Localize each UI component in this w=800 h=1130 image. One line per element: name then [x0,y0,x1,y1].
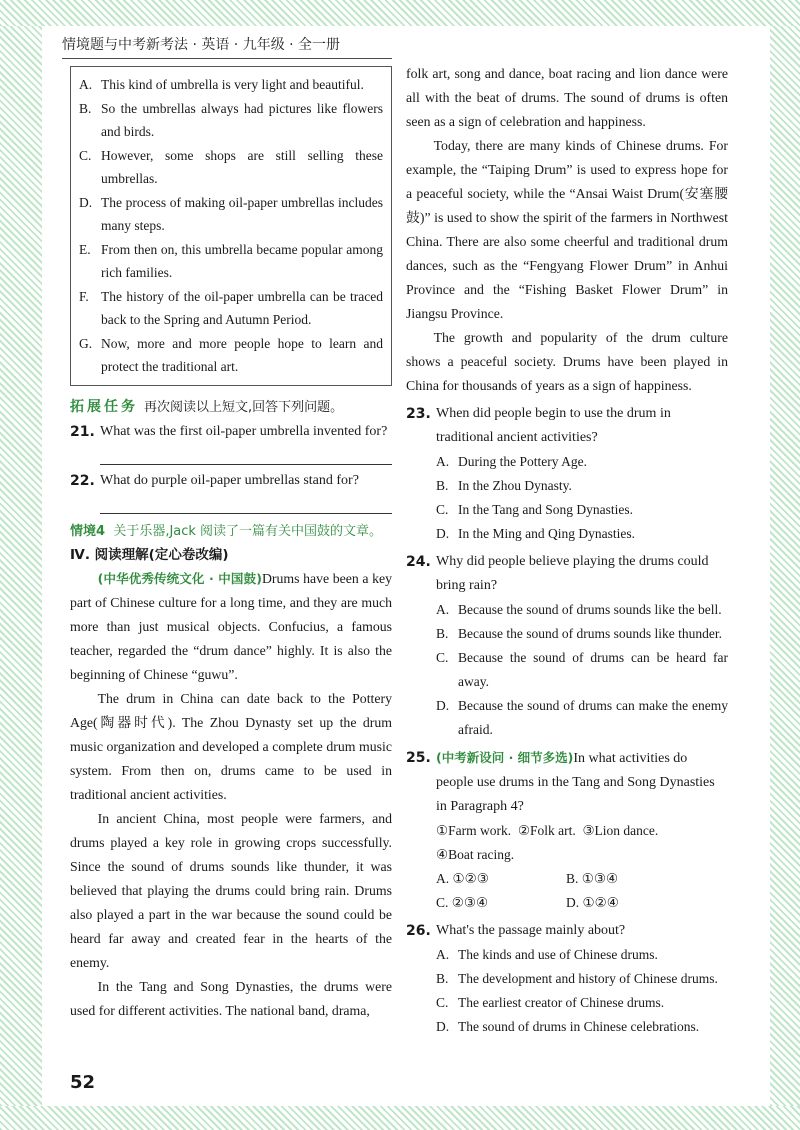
choice-letter: D. [566,895,580,910]
choice-letter: A. [436,602,450,617]
option-c [79,144,383,191]
choice-letter: C. [436,650,449,665]
option-e [79,238,383,285]
choice-letter: C. [436,502,449,517]
option-f [79,285,383,332]
source-tag: (中华优秀传统文化 · 中国鼓) [97,570,262,586]
question-number: 22. [70,472,95,489]
page-border-left [0,26,42,1106]
left-column [70,62,392,1023]
choice-letter: A. [436,454,450,469]
passage-paragraph-6: The growth and popularity of the drum culture shows a peaceful society. Drums have been played in China for thousands of years as a sign of happiness. [406,330,728,393]
choice-23-b[interactable] [406,474,728,498]
paragraph-text: Drums have been a key part of Chinese culture for a long time, and they are much more than just musical objects. Confucius, a famous teacher, regarded the “drum dance” highly. It is also the beginning of Chinese “guwu”. [70,570,392,682]
choice-24-b[interactable] [406,622,728,646]
choice-24-a[interactable] [406,598,728,622]
question-21 [70,420,392,444]
question-text: What was the first oil-paper umbrella invented for? [100,423,388,439]
choice-text: Because the sound of drums sounds like thunder. [458,626,722,641]
choices-25-row-1 [406,867,728,891]
choice-text: The earliest creator of Chinese drums. [458,995,665,1010]
task-tag: 拓展任务 [70,398,138,415]
passage-paragraph-4-end: folk art, song and dance, boat racing and lion dance were all with the beat of drums. The sound of drums is often seen as a sign of celebration and happiness. [406,66,728,129]
extension-task [70,396,392,416]
question-number: 26. [406,923,431,939]
passage-paragraph-3: In ancient China, most people were farmers, and drums played a key role in growing crops successfully. Since the sound of drums sounds like thunder, it was believed that playing the drums could bring rain. Drums also played a part in the war because the sound could be heard far away and created fear in the hearts of the enemy. [70,810,392,970]
option-text: This kind of umbrella is very light and beautiful. [101,77,364,92]
choice-letter: B. [566,871,579,886]
question-text: What do purple oil-paper umbrellas stand for? [100,472,359,488]
running-head: 情境题与中考新考法 · 英语 · 九年级 · 全一册 [62,37,341,53]
page-border-top [0,0,800,26]
section-title: Ⅳ. 阅读理解(定心卷改编) [70,546,229,563]
choice-24-c[interactable] [406,646,728,694]
question-26 [406,919,728,943]
question-text: Why did people believe playing the drums could bring rain? [436,554,709,593]
choice-23-c[interactable] [406,498,728,522]
options-box [70,66,392,386]
choice-24-d[interactable] [406,694,728,742]
option-text: From then on, this umbrella became popular among rich families. [101,241,383,280]
page-border-right [770,26,800,1106]
question-text [436,746,728,819]
choice-text: In the Tang and Song Dynasties. [458,502,634,517]
scene-4 [70,520,392,543]
task-instruction: 再次阅读以上短文,回答下列问题。 [144,400,344,415]
choice-letter: D. [436,526,450,541]
question-24 [406,550,728,598]
choice-26-d[interactable] [406,1015,728,1039]
choice-text: ①②④ [582,895,619,910]
choice-text: The sound of drums in Chinese celebrations. [458,1019,700,1034]
choice-text: ①②③ [452,871,489,886]
choice-letter: D. [436,1019,450,1034]
choice-text: Because the sound of drums sounds like the bell. [458,602,722,617]
option-text: The process of making oil-paper umbrellas includes many steps. [101,194,383,233]
choice-text: ①③④ [581,871,619,886]
choice-26-b[interactable] [406,967,728,991]
choice-text: In the Zhou Dynasty. [458,478,572,493]
question-23 [406,402,728,450]
question-text: What's the passage mainly about? [436,923,626,938]
question-25 [406,746,728,819]
option-letter: E. [79,241,91,257]
choice-letter: B. [436,626,449,641]
choice-26-c[interactable] [406,991,728,1015]
question-number: 23. [406,406,431,422]
items-line-1: ①Farm work. ②Folk art. ③Lion dance. [436,823,659,838]
passage-paragraph-5: Today, there are many kinds of Chinese drums. For example, the “Taiping Drum” is used to express hope for a peaceful society, while the “Ansai Waist Drum(安塞腰鼓)” is used to show the spirit of the farmers in Northwest China. There are also some cheerful and traditional drum dances, such as the “Fengyang Flower Drum” in Anhui Province and the “Fishing Basket Flower Drum” in Jiangsu Province. [406,138,728,321]
scene-tag: 情境4 [70,523,106,539]
choice-26-a[interactable] [406,943,728,967]
choice-text: The development and history of Chinese drums. [458,971,718,986]
passage-paragraph-1 [70,567,392,687]
choice-25-c[interactable] [436,891,566,915]
passage-paragraph-4-start: In the Tang and Song Dynasties, the drums were used for different activities. The national band, drama, [70,978,392,1018]
choice-text: The kinds and use of Chinese drums. [458,947,658,962]
option-g [79,332,383,379]
option-letter: G. [79,335,93,351]
choice-25-d[interactable] [566,891,696,915]
choice-25-a[interactable] [436,867,566,891]
choice-text: Because the sound of drums can make the enemy afraid. [458,698,728,737]
option-letter: D. [79,194,93,210]
question-body: In what activities do people use drums in the Tang and Song Dynasties in Paragraph 4? [436,751,715,814]
choice-text: ②③④ [451,895,489,910]
answer-line-21[interactable] [100,464,392,465]
choice-text: Because the sound of drums can be heard far away. [458,650,728,689]
choice-23-a[interactable] [406,450,728,474]
choice-letter: A. [436,871,450,886]
option-d [79,191,383,238]
question-number: 24. [406,554,431,570]
scene-text: 关于乐器,Jack 阅读了一篇有关中国鼓的文章。 [113,523,383,539]
choice-letter: C. [436,995,449,1010]
answer-line-22[interactable] [100,513,392,514]
option-letter: C. [79,147,92,163]
option-letter: F. [79,288,89,304]
choices-25-row-2 [406,891,728,915]
option-text: So the umbrellas always had pictures like flowers and birds. [101,100,383,139]
option-text: However, some shops are still selling these umbrellas. [101,147,383,186]
question-text: When did people begin to use the drum in traditional ancient activities? [436,406,671,445]
option-text: The history of the oil-paper umbrella can be traced back to the Spring and Autumn Period. [101,288,383,327]
page-border-bottom [0,1106,800,1130]
choice-text: In the Ming and Qing Dynasties. [458,526,635,541]
option-letter: A. [79,77,93,92]
choice-letter: D. [436,698,450,713]
items-line-2: ④Boat racing. [436,847,515,862]
choice-25-b[interactable] [566,867,696,891]
choice-text: During the Pottery Age. [458,454,587,469]
header-rule [62,58,392,59]
choice-letter: B. [436,971,449,986]
question-number: 21. [70,423,95,440]
choice-letter: B. [436,478,449,493]
choice-23-d[interactable] [406,522,728,546]
question-tag: (中考新设问 · 细节多选) [436,750,574,765]
option-text: Now, more and more people hope to learn and protect the traditional art. [101,335,383,374]
option-b [79,97,383,144]
question-number: 25. [406,750,431,766]
right-column [406,62,728,1039]
choice-letter: C. [436,895,449,910]
choice-letter: A. [436,947,450,962]
question-22 [70,469,392,493]
option-a [79,73,383,97]
option-letter: B. [79,100,92,116]
passage-paragraph-2: The drum in China can date back to the Pottery Age(陶器时代). The Zhou Dynasty set up the drum music organization and developed a complete drum music system. From then on, drums came to be used in traditional ancient activities. [70,690,392,802]
page-number: 52 [70,1072,96,1093]
